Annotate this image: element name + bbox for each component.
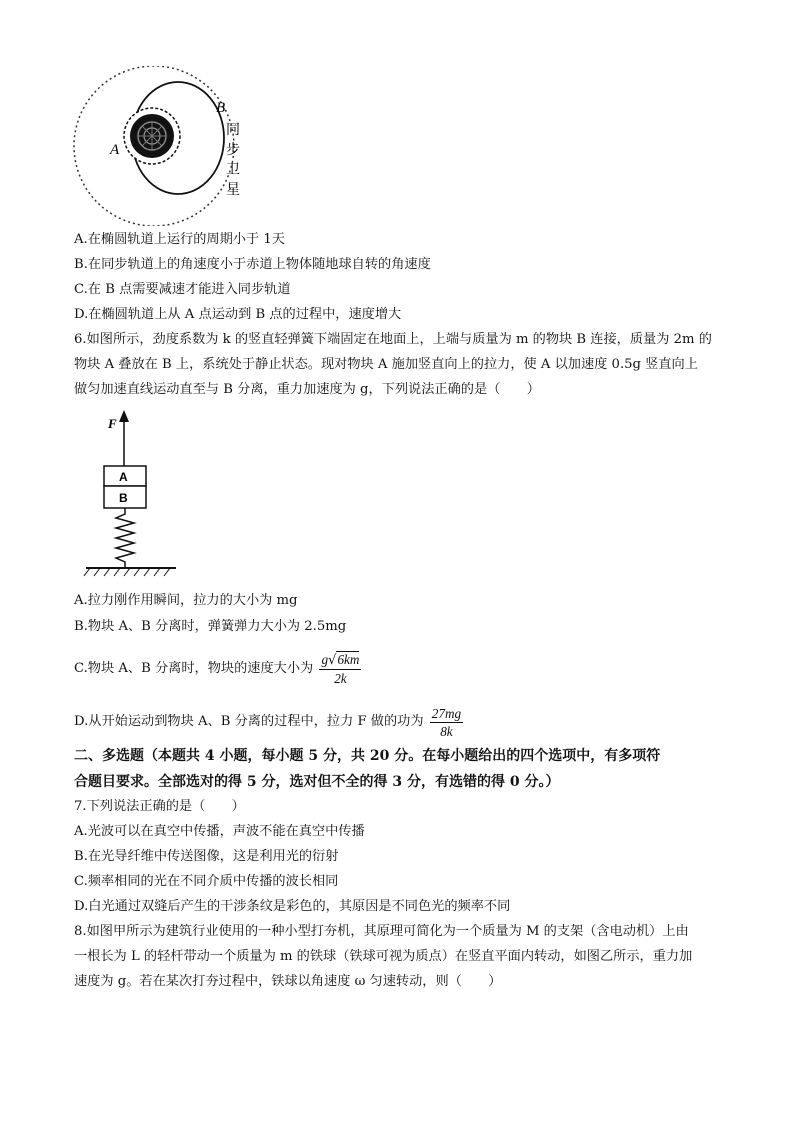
- q6-stem-line2: 物块 A 叠放在 B 上，系统处于静止状态。现对物块 A 施加竖直向上的拉力，使 A 以加速度 0.5g 竖直向上: [74, 357, 698, 372]
- block-b-label: B: [119, 491, 128, 505]
- q7-option-d: D.白光通过双缝后产生的干涉条纹是彩色的，其原因是不同色光的频率不同: [74, 899, 511, 914]
- section2-heading-line2: 合题目要求。全部选对的得 5 分，选对但不全的得 3 分，有选错的得 0 分。）: [74, 774, 560, 790]
- q6-option-b: B.物块 A、B 分离时，弹簧弹力大小为 2.5mg: [74, 619, 347, 634]
- caption-char-2: 步: [226, 142, 240, 158]
- q8-stem-line3: 速度为 g。若在某次打夯过程中，铁球以角速度 ω 匀速转动，则（ ）: [74, 974, 502, 989]
- point-b-label: B: [216, 100, 226, 116]
- q6-option-c-den: 2k: [334, 671, 347, 686]
- q6-option-d: [74, 703, 463, 742]
- q6-stem-line3: 做匀加速直线运动直至与 B 分离，重力加速度为 g，下列说法正确的是（ ）: [74, 382, 540, 397]
- point-a-label: A: [110, 142, 120, 158]
- block-a-label: A: [119, 470, 128, 484]
- q6-option-d-num: 27mg: [431, 705, 462, 721]
- caption-char-3: 卫: [226, 162, 240, 178]
- q6-option-d-fraction: [430, 705, 463, 740]
- q6-option-c: [74, 650, 361, 689]
- q6-option-d-text: D.从开始运动到物块 A、B 分离的过程中，拉力 F 做的功为: [74, 714, 424, 729]
- q7-option-b: B.在光导纤维中传送图像，这是利用光的衍射: [74, 849, 339, 864]
- q6-option-c-text: C.物块 A、B 分离时，物块的速度大小为: [74, 661, 314, 676]
- q8-stem-line2: 一根长为 L 的轻杆带动一个质量为 m 的铁球（铁球可视为质点）在竖直平面内转动，如图乙所示，重力加: [74, 949, 693, 964]
- q5-option-c: C.在 B 点需要减速才能进入同步轨道: [74, 282, 291, 297]
- q6-option-c-fraction: $\frac{g√6km}{2k}$: [321, 652, 360, 686]
- q6-option-c-num-radicand: 6km: [337, 652, 360, 667]
- section2-heading-line1: 二、多选题（本题共 4 小题，每小题 5 分，共 20 分。在每小题给出的四个选项中，有多项符: [74, 748, 661, 764]
- caption-char-1: 同: [226, 122, 240, 138]
- q8-stem-line1: 8.如图甲所示为建筑行业使用的一种小型打夯机，其原理可简化为一个质量为 M 的支架（含电动机）上由: [74, 924, 689, 939]
- caption-char-4: 星: [226, 182, 240, 198]
- orbit-figure: [70, 66, 260, 226]
- spring: [116, 508, 134, 568]
- q7-option-c: C.频率相同的光在不同介质中传播的波长相同: [74, 874, 339, 889]
- q5-option-b: B.在同步轨道上的角速度小于赤道上物体随地球自转的角速度: [74, 257, 431, 272]
- force-label: F: [108, 416, 117, 431]
- q6-option-d-den: 8k: [440, 723, 453, 739]
- q7-option-a: A.光波可以在真空中传播，声波不能在真空中传播: [74, 824, 365, 839]
- q5-option-d: D.在椭圆轨道上从 A 点运动到 B 点的过程中，速度增大: [74, 307, 402, 322]
- q5-option-a: A.在椭圆轨道上运行的周期小于 1天: [74, 232, 285, 247]
- q6-stem-line1: 6.如图所示，劲度系数为 k 的竖直轻弹簧下端固定在地面上，上端与质量为 m 的物块 B 连接，质量为 2m 的: [74, 332, 712, 347]
- spring-block-figure: [72, 408, 197, 578]
- q6-option-a: A.拉力刚作用瞬间，拉力的大小为 mg: [74, 593, 298, 608]
- q7-stem: 7.下列说法正确的是（ ）: [74, 799, 245, 814]
- q6-option-c-num-g: g: [321, 652, 329, 667]
